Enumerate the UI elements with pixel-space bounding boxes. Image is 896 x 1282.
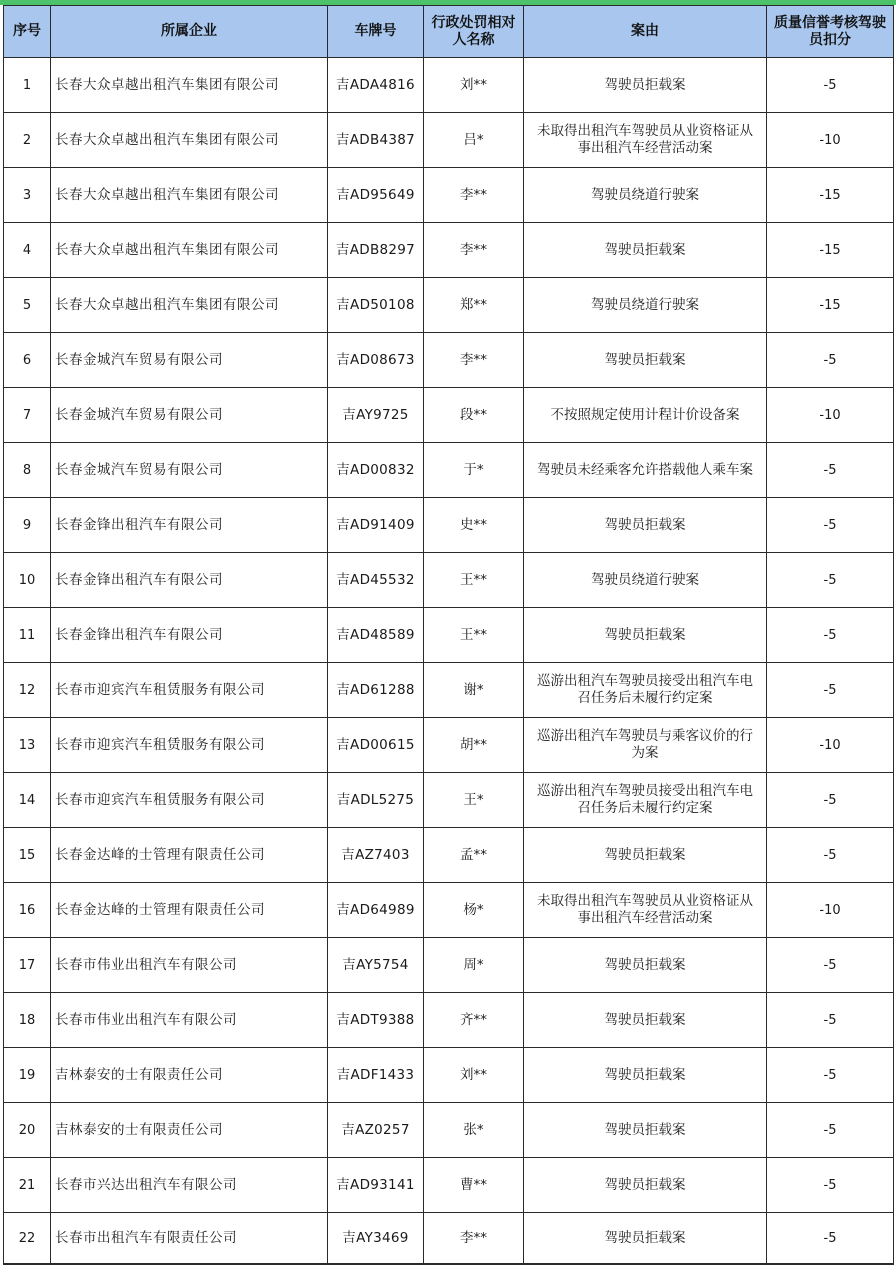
cell-score: -5 [767, 938, 894, 993]
cell-seq: 11 [4, 608, 51, 663]
cell-seq: 3 [4, 168, 51, 223]
cell-seq: 20 [4, 1103, 51, 1158]
cell-score: -15 [767, 278, 894, 333]
cell-reason: 驾驶员绕道行驶案 [524, 278, 767, 333]
cell-person: 王* [424, 773, 524, 828]
table-row [4, 333, 894, 388]
cell-seq: 22 [4, 1213, 51, 1265]
cell-company: 长春金达峰的士管理有限责任公司 [51, 883, 328, 938]
cell-person: 齐** [424, 993, 524, 1048]
penalty-table [3, 5, 894, 1265]
cell-plate: 吉ADB4387 [328, 113, 424, 168]
cell-plate: 吉AD08673 [328, 333, 424, 388]
cell-score: -5 [767, 58, 894, 113]
cell-plate: 吉ADT9388 [328, 993, 424, 1048]
cell-reason: 驾驶员拒载案 [524, 58, 767, 113]
cell-reason: 驾驶员拒载案 [524, 1103, 767, 1158]
cell-person: 郑** [424, 278, 524, 333]
cell-score: -15 [767, 168, 894, 223]
cell-person: 曹** [424, 1158, 524, 1213]
cell-seq: 21 [4, 1158, 51, 1213]
cell-score: -5 [767, 553, 894, 608]
table-row [4, 1158, 894, 1213]
cell-seq: 18 [4, 993, 51, 1048]
cell-company: 长春金锋出租汽车有限公司 [51, 498, 328, 553]
cell-seq: 15 [4, 828, 51, 883]
table-row [4, 113, 894, 168]
cell-person: 刘** [424, 1048, 524, 1103]
cell-person: 王** [424, 553, 524, 608]
cell-plate: 吉AY9725 [328, 388, 424, 443]
cell-seq: 4 [4, 223, 51, 278]
cell-plate: 吉ADF1433 [328, 1048, 424, 1103]
cell-reason: 未取得出租汽车驾驶员从业资格证从事出租汽车经营活动案 [524, 883, 767, 938]
cell-person: 王** [424, 608, 524, 663]
table-row [4, 938, 894, 993]
table-row [4, 58, 894, 113]
cell-company: 长春金城汽车贸易有限公司 [51, 333, 328, 388]
cell-person: 张* [424, 1103, 524, 1158]
cell-reason: 巡游出租汽车驾驶员接受出租汽车电召任务后未履行约定案 [524, 663, 767, 718]
cell-company: 长春金达峰的士管理有限责任公司 [51, 828, 328, 883]
cell-score: -5 [767, 1048, 894, 1103]
table-row [4, 1048, 894, 1103]
cell-company: 长春大众卓越出租汽车集团有限公司 [51, 278, 328, 333]
cell-person: 李** [424, 333, 524, 388]
cell-seq: 16 [4, 883, 51, 938]
table-body [4, 58, 894, 1265]
cell-reason: 不按照规定使用计程计价设备案 [524, 388, 767, 443]
cell-company: 长春金城汽车贸易有限公司 [51, 388, 328, 443]
cell-seq: 1 [4, 58, 51, 113]
cell-company: 长春市迎宾汽车租赁服务有限公司 [51, 663, 328, 718]
cell-company: 长春金锋出租汽车有限公司 [51, 553, 328, 608]
cell-reason: 未取得出租汽车驾驶员从业资格证从事出租汽车经营活动案 [524, 113, 767, 168]
cell-seq: 13 [4, 718, 51, 773]
cell-seq: 7 [4, 388, 51, 443]
cell-reason: 驾驶员拒载案 [524, 1158, 767, 1213]
cell-person: 孟** [424, 828, 524, 883]
cell-reason: 驾驶员拒载案 [524, 938, 767, 993]
cell-company: 长春市出租汽车有限责任公司 [51, 1213, 328, 1265]
table-row [4, 883, 894, 938]
cell-plate: 吉AY5754 [328, 938, 424, 993]
cell-reason: 驾驶员拒载案 [524, 1213, 767, 1265]
cell-seq: 9 [4, 498, 51, 553]
cell-company: 长春大众卓越出租汽车集团有限公司 [51, 168, 328, 223]
table-row [4, 718, 894, 773]
cell-reason: 巡游出租汽车驾驶员与乘客议价的行为案 [524, 718, 767, 773]
header-row [4, 6, 894, 58]
cell-reason: 驾驶员拒载案 [524, 333, 767, 388]
cell-company: 长春市伟业出租汽车有限公司 [51, 993, 328, 1048]
cell-seq: 2 [4, 113, 51, 168]
cell-reason: 驾驶员拒载案 [524, 993, 767, 1048]
header-person: 行政处罚相对人名称 [424, 6, 524, 58]
cell-person: 周* [424, 938, 524, 993]
cell-reason: 驾驶员拒载案 [524, 828, 767, 883]
cell-plate: 吉AD61288 [328, 663, 424, 718]
cell-person: 史** [424, 498, 524, 553]
cell-seq: 19 [4, 1048, 51, 1103]
cell-reason: 驾驶员拒载案 [524, 498, 767, 553]
cell-score: -10 [767, 883, 894, 938]
cell-plate: 吉AZ0257 [328, 1103, 424, 1158]
cell-seq: 8 [4, 443, 51, 498]
cell-company: 长春大众卓越出租汽车集团有限公司 [51, 58, 328, 113]
header-company: 所属企业 [51, 6, 328, 58]
cell-reason: 驾驶员拒载案 [524, 1048, 767, 1103]
table-row [4, 1213, 894, 1265]
cell-company: 长春金锋出租汽车有限公司 [51, 608, 328, 663]
cell-person: 杨* [424, 883, 524, 938]
cell-score: -5 [767, 1103, 894, 1158]
cell-person: 刘** [424, 58, 524, 113]
cell-seq: 14 [4, 773, 51, 828]
header-plate: 车牌号 [328, 6, 424, 58]
table-row [4, 608, 894, 663]
cell-plate: 吉AD00615 [328, 718, 424, 773]
cell-score: -5 [767, 608, 894, 663]
cell-reason: 巡游出租汽车驾驶员接受出租汽车电召任务后未履行约定案 [524, 773, 767, 828]
cell-score: -5 [767, 333, 894, 388]
cell-plate: 吉AD91409 [328, 498, 424, 553]
cell-person: 胡** [424, 718, 524, 773]
table-row [4, 993, 894, 1048]
cell-company: 长春市伟业出租汽车有限公司 [51, 938, 328, 993]
cell-plate: 吉AD48589 [328, 608, 424, 663]
cell-person: 段** [424, 388, 524, 443]
cell-company: 长春大众卓越出租汽车集团有限公司 [51, 223, 328, 278]
cell-seq: 12 [4, 663, 51, 718]
cell-score: -5 [767, 993, 894, 1048]
table-header [4, 6, 894, 58]
table-row [4, 223, 894, 278]
cell-plate: 吉ADB8297 [328, 223, 424, 278]
cell-reason: 驾驶员绕道行驶案 [524, 168, 767, 223]
cell-score: -15 [767, 223, 894, 278]
cell-seq: 17 [4, 938, 51, 993]
table-row [4, 498, 894, 553]
cell-score: -5 [767, 498, 894, 553]
cell-reason: 驾驶员拒载案 [524, 608, 767, 663]
cell-seq: 10 [4, 553, 51, 608]
cell-score: -10 [767, 113, 894, 168]
cell-score: -5 [767, 773, 894, 828]
table-row [4, 443, 894, 498]
cell-person: 李** [424, 168, 524, 223]
cell-reason: 驾驶员拒载案 [524, 223, 767, 278]
cell-plate: 吉AD00832 [328, 443, 424, 498]
cell-plate: 吉ADA4816 [328, 58, 424, 113]
cell-plate: 吉AD64989 [328, 883, 424, 938]
table-row [4, 553, 894, 608]
cell-company: 长春市迎宾汽车租赁服务有限公司 [51, 718, 328, 773]
cell-plate: 吉AY3469 [328, 1213, 424, 1265]
cell-score: -5 [767, 443, 894, 498]
cell-plate: 吉AZ7403 [328, 828, 424, 883]
cell-plate: 吉AD93141 [328, 1158, 424, 1213]
cell-score: -5 [767, 1158, 894, 1213]
cell-score: -5 [767, 1213, 894, 1265]
table-row [4, 168, 894, 223]
table-row [4, 663, 894, 718]
header-reason: 案由 [524, 6, 767, 58]
cell-score: -5 [767, 663, 894, 718]
cell-company: 长春市兴达出租汽车有限公司 [51, 1158, 328, 1213]
table-row [4, 773, 894, 828]
cell-person: 谢* [424, 663, 524, 718]
cell-company: 长春金城汽车贸易有限公司 [51, 443, 328, 498]
cell-seq: 5 [4, 278, 51, 333]
table-row [4, 828, 894, 883]
cell-score: -5 [767, 828, 894, 883]
cell-reason: 驾驶员绕道行驶案 [524, 553, 767, 608]
cell-reason: 驾驶员未经乘客允许搭载他人乘车案 [524, 443, 767, 498]
table-row [4, 388, 894, 443]
cell-person: 吕* [424, 113, 524, 168]
table-row [4, 1103, 894, 1158]
cell-person: 李** [424, 223, 524, 278]
cell-company: 吉林泰安的士有限责任公司 [51, 1103, 328, 1158]
header-score: 质量信誉考核驾驶员扣分 [767, 6, 894, 58]
cell-person: 李** [424, 1213, 524, 1265]
table-row [4, 278, 894, 333]
cell-company: 长春大众卓越出租汽车集团有限公司 [51, 113, 328, 168]
cell-plate: 吉ADL5275 [328, 773, 424, 828]
cell-plate: 吉AD45532 [328, 553, 424, 608]
cell-person: 于* [424, 443, 524, 498]
cell-company: 吉林泰安的士有限责任公司 [51, 1048, 328, 1103]
cell-plate: 吉AD95649 [328, 168, 424, 223]
cell-seq: 6 [4, 333, 51, 388]
cell-plate: 吉AD50108 [328, 278, 424, 333]
header-seq: 序号 [4, 6, 51, 58]
cell-score: -10 [767, 388, 894, 443]
cell-score: -10 [767, 718, 894, 773]
cell-company: 长春市迎宾汽车租赁服务有限公司 [51, 773, 328, 828]
